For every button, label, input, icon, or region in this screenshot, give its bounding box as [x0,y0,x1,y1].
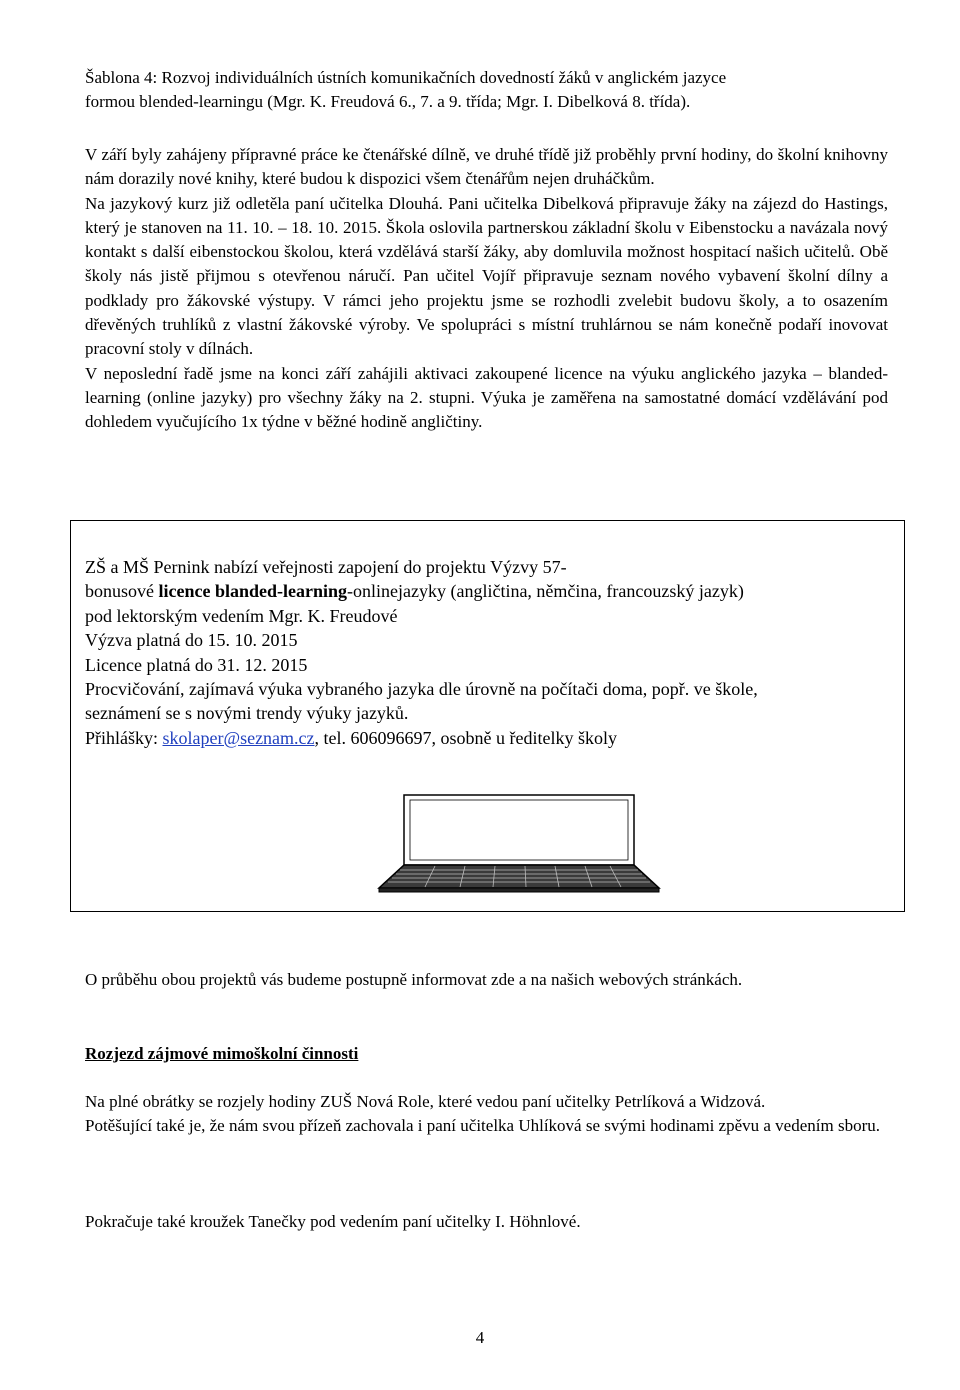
intro-line-2: formou blended-learningu (Mgr. K. Freudová 6., 7. a 9. třída; Mgr. I. Dibelková 8. třída). [85,92,691,111]
offer-line-3: pod lektorským vedením Mgr. K. Freudové [85,605,398,626]
offer-line-2-post: -onlinejazyky (angličtina, němčina, francouzský jazyk) [347,581,744,602]
offer-line-1: ZŠ a MŠ Pernink nabízí veřejnosti zapojení do projektu Výzvy 57- [85,557,567,577]
offer-license-validity: Licence platná do 31. 12. 2015 [85,654,308,675]
offer-box [70,520,905,912]
updates-paragraph: O průběhu obou projektů vás budeme postupně informovat zde a na našich webových stránkách. [85,970,743,989]
laptop-icon [375,794,665,894]
dance-club-paragraph: Pokračuje také kroužek Tanečky pod vedením paní učitelky I. Höhnlové. [85,1212,581,1231]
blended-learning-paragraph: V neposlední řadě jsme na konci září zahájili aktivaci zakoupené licence na výuku anglického jazyka – blanded-learning (online jazyky) pro všechny žáky na 2. stupni. Výuka je zaměřena na samostatné domácí vzdělávání pod dohledem vyučujícího 1x týdne v běžné hodině angličtiny. [85,363,888,432]
main-text [85,143,888,435]
offer-line-6: Procvičování, zajímavá výuka vybraného jazyka dle úrovně na počítači doma, popř. ve škole, [85,679,758,700]
zus-paragraph-2: Potěšující také je, že nám svou přízeň zachovala i paní učitelka Uhlíková se svými hodinami zpěvu a vedením sboru. [85,1116,880,1136]
page-number: 4 [475,1328,485,1347]
offer-line-2-pre: bonusové [85,581,159,602]
offer-contact-rest: , tel. 606096697, osobně u ředitelky školy [314,727,617,748]
language-course-paragraph: Na jazykový kurz již odletěla paní učitelka Dlouhá. Pani učitelka Dibelková připravuje žáky na zájezd do Hastings, který je stanoven na 11. 10. – 18. 10. 2015. Škola oslovila partnerskou základní školu v Eibenstocku a navázala nový kontakt s další eibenstockou školou, která vzdělává starší žáky, aby domluvila možnost hospitací našich učitelů. Obě školy nás jistě přijmou s otevřenou náručí. Pan učitel Vojíř připravuje seznam nového vybavení školní dílny a podklady pro žákovské výstupy. V rámci jeho projektu jsme se rozhodli zvelebit budovu školy, a to osazením dřevěných truhlíků z vlastní žákovské výroby. Ve spolupráci s místní truhlárnou se nám konečně podaří inovovat pracovní stoly v dílnách. [85,193,888,359]
offer-contact [85,726,885,750]
zus-paragraphs [85,1090,888,1139]
offer-line-2-bold: licence blanded-learning [158,581,347,602]
section-heading: Rozjezd zájmové mimoškolní činnosti [85,1044,359,1063]
offer-contact-label: Přihlášky: [85,727,163,748]
email-link[interactable]: skolaper@seznam.cz [162,727,315,748]
intro-line-1: Šablona 4: Rozvoj individuálních ústních komunikačních dovedností žáků v anglickém jazyce [85,68,727,87]
intro-paragraph [85,66,875,114]
offer-line-7: seznámení se s novými trendy výuky jazyků. [85,703,409,724]
zus-paragraph-1: Na plné obrátky se rozjely hodiny ZUŠ Nová Role, které vedou paní učitelky Petrlíková a Widzová. [85,1092,766,1111]
offer-deadline: Výzva platná do 15. 10. 2015 [85,630,298,651]
reading-workshop-paragraph: V září byly zahájeny přípravné práce ke čtenářské dílně, ve druhé třídě již proběhly první hodiny, do školní knihovny nám dorazily nové knihy, které budou k dispozici všem čtenářům nejen druháčkům. [85,145,888,189]
offer-box-text [85,555,885,750]
offer-line-2 [85,579,885,603]
